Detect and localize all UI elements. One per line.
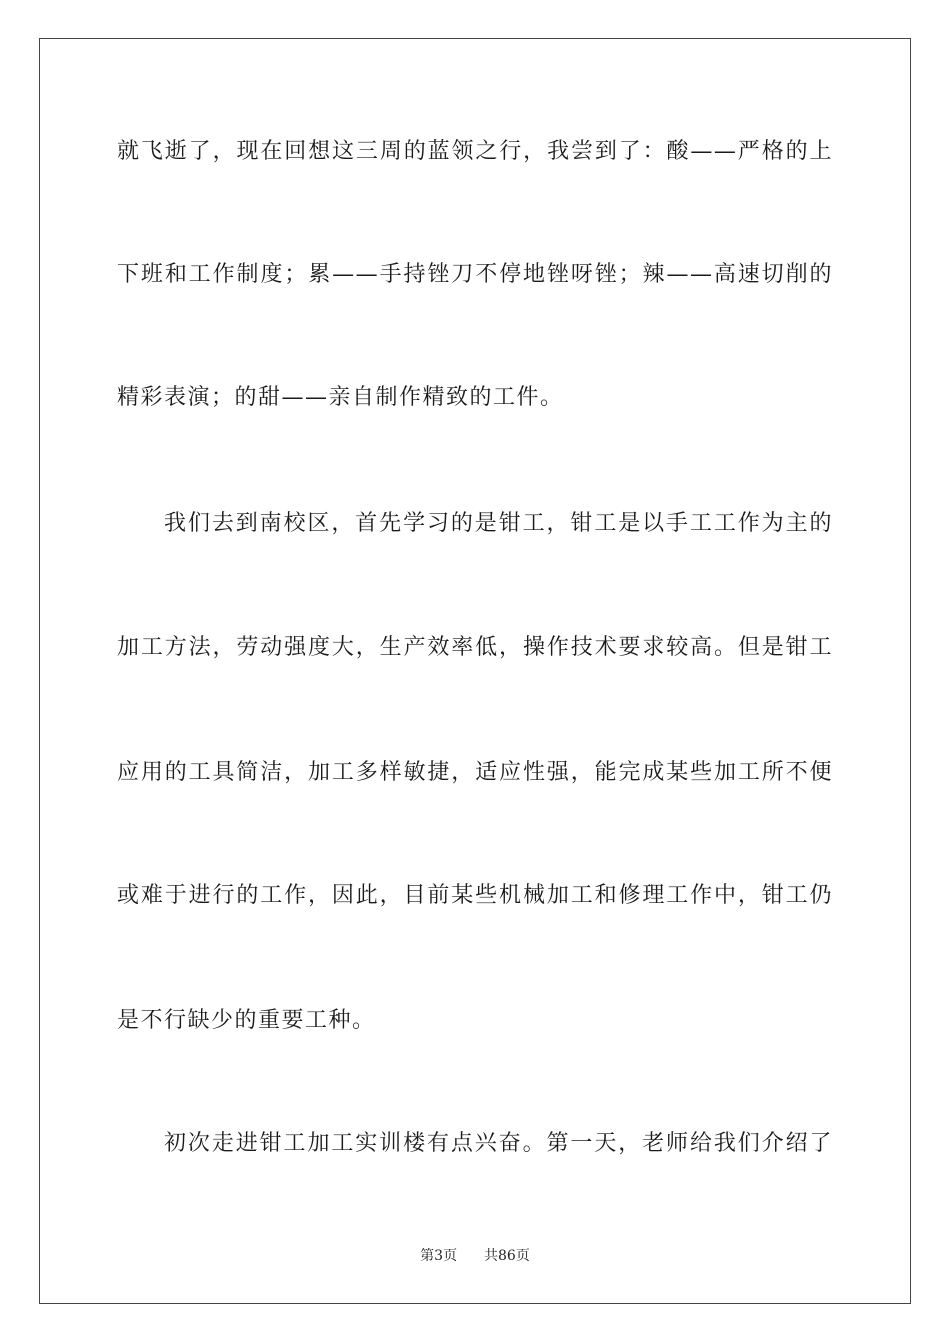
page-footer (0, 1246, 950, 1266)
text-line-3: 精彩表演；的甜——亲自制作精致的工件。 (117, 385, 564, 410)
text-line-6: 应用的工具简洁，加工多样敏捷，适应性强，能完成某些加工所不便 (117, 760, 833, 785)
text-line-4: 我们去到南校区，首先学习的是钳工，钳工是以手工工作为主的 (164, 511, 833, 536)
text-line-2: 下班和工作制度；累——手持锉刀不停地锉呀锉；辣——高速切削的 (117, 262, 833, 287)
page-number: 第3页 (420, 1248, 458, 1264)
text-line-8: 是不行缺少的重要工种。 (117, 1008, 376, 1033)
page-border (39, 38, 911, 1304)
page-total: 共86页 (484, 1248, 530, 1264)
text-line-5: 加工方法，劳动强度大，生产效率低，操作技术要求较高。但是钳工 (117, 635, 833, 660)
text-line-9: 初次走进钳工加工实训楼有点兴奋。第一天，老师给我们介绍了 (164, 1131, 833, 1156)
text-line-1: 就飞逝了，现在回想这三周的蓝领之行，我尝到了：酸——严格的上 (117, 139, 833, 164)
text-line-7: 或难于进行的工作，因此，目前某些机械加工和修理工作中，钳工仍 (117, 883, 833, 908)
